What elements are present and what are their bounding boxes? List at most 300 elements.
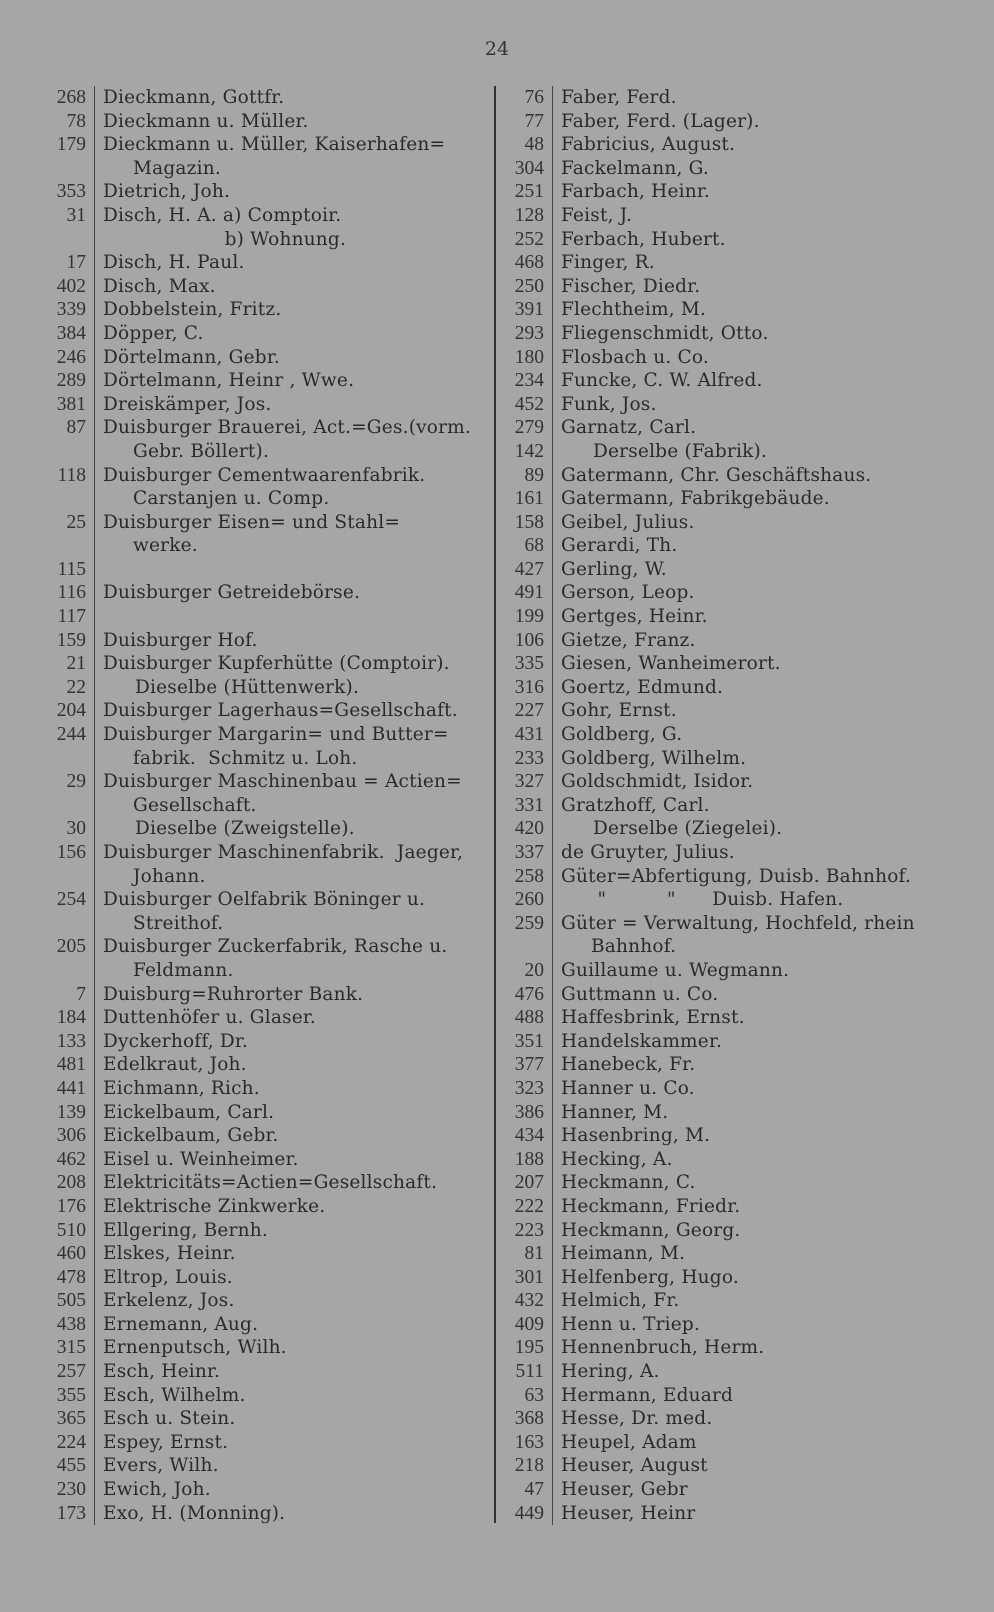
right-column <box>494 86 954 1525</box>
entry-number: 468 <box>494 251 553 275</box>
entry-number: 449 <box>494 1502 553 1526</box>
directory-entry <box>40 369 490 393</box>
entry-name: Garnatz, Carl. <box>561 417 697 439</box>
entry-name: Geibel, Julius. <box>561 511 695 533</box>
entry-number: 481 <box>40 1053 95 1077</box>
entry-name: Hanner, M. <box>561 1101 669 1123</box>
directory-entry <box>40 204 490 228</box>
entry-number: 327 <box>494 770 553 794</box>
entry-number: 353 <box>40 180 95 204</box>
entry-number: 462 <box>40 1148 95 1172</box>
entry-name <box>95 558 490 582</box>
directory-entry <box>494 1384 954 1408</box>
entry-number: 252 <box>494 228 553 252</box>
directory-entry <box>494 275 954 299</box>
entry-name: Gerson, Leop. <box>561 582 695 604</box>
entry-number: 142 <box>494 440 553 464</box>
directory-entry <box>494 511 954 535</box>
entry-name: Carstanjen u. Comp. <box>133 488 330 510</box>
directory-entry <box>494 841 954 865</box>
entry-number: 207 <box>494 1171 553 1195</box>
directory-entry <box>40 1336 490 1360</box>
entry-name: Dieckmann u. Müller, Kaiserhafen= <box>103 134 446 156</box>
directory-entry <box>40 511 490 535</box>
entry-number: 505 <box>40 1289 95 1313</box>
directory-entry <box>494 1360 954 1384</box>
directory-entry <box>40 983 490 1007</box>
directory-entry <box>40 1195 490 1219</box>
directory-entry <box>494 1101 954 1125</box>
directory-entry <box>40 723 490 747</box>
directory-entry <box>40 1124 490 1148</box>
entry-number <box>40 747 95 771</box>
entry-name: Disch, H. Paul. <box>103 252 245 274</box>
entry-number: 368 <box>494 1407 553 1431</box>
entry-number: 258 <box>494 865 553 889</box>
entry-name: Heckmann, C. <box>561 1172 696 1194</box>
entry-name: Guillaume u. Wegmann. <box>561 959 790 981</box>
entry-number: 199 <box>494 605 553 629</box>
entry-number: 20 <box>494 959 553 983</box>
entry-number: 488 <box>494 1006 553 1030</box>
entry-name: Gerardi, Th. <box>561 535 678 557</box>
entry-number <box>40 440 95 464</box>
directory-entry <box>494 416 954 440</box>
entry-name: Gatermann, Fabrikgebäude. <box>561 488 830 510</box>
entry-name: Güter=Abfertigung, Duisb. Bahnhof. <box>561 865 912 887</box>
entry-number: 293 <box>494 322 553 346</box>
entry-name: Duttenhöfer u. Glaser. <box>103 1007 316 1029</box>
entry-number: 161 <box>494 487 553 511</box>
entry-number: 491 <box>494 581 553 605</box>
directory-entry <box>494 888 954 912</box>
entry-number: 268 <box>40 86 95 110</box>
entry-number: 279 <box>494 416 553 440</box>
entry-name: Hanebeck, Fr. <box>561 1054 696 1076</box>
entry-number: 89 <box>494 464 553 488</box>
entry-number: 511 <box>494 1360 553 1384</box>
entry-name: Eickelbaum, Carl. <box>103 1101 275 1123</box>
entry-number: 204 <box>40 699 95 723</box>
entry-number: 391 <box>494 298 553 322</box>
entry-number: 139 <box>40 1101 95 1125</box>
entry-number: 250 <box>494 275 553 299</box>
entry-name: Heckmann, Friedr. <box>561 1195 741 1217</box>
entry-number: 306 <box>40 1124 95 1148</box>
directory-entry <box>40 747 490 771</box>
entry-name: Hesse, Dr. med. <box>561 1408 713 1430</box>
directory-entry <box>40 487 490 511</box>
directory-entry <box>40 133 490 157</box>
entry-number: 208 <box>40 1171 95 1195</box>
entry-name: Dieselbe (Hüttenwerk). <box>135 676 360 698</box>
directory-entry <box>40 1006 490 1030</box>
directory-entry <box>40 935 490 959</box>
directory-entry <box>494 699 954 723</box>
entry-number: 227 <box>494 699 553 723</box>
entry-number: 246 <box>40 346 95 370</box>
entry-number <box>40 794 95 818</box>
entry-name: Dieselbe (Zweigstelle). <box>135 818 355 840</box>
directory-entry <box>494 1454 954 1478</box>
entry-name: Finger, R. <box>561 252 655 274</box>
entry-number: 230 <box>40 1478 95 1502</box>
entry-number <box>40 912 95 936</box>
entry-name: Farbach, Heinr. <box>561 181 710 203</box>
entry-name: Streithof. <box>133 912 224 934</box>
directory-entry <box>494 1478 954 1502</box>
directory-entry <box>494 298 954 322</box>
entry-number: 133 <box>40 1030 95 1054</box>
entry-name: Magazin. <box>133 157 221 179</box>
directory-entry <box>40 1502 490 1526</box>
entry-name: Duisburger Eisen= und Stahl= <box>103 511 401 533</box>
entry-name: Dobbelstein, Fritz. <box>103 299 282 321</box>
entry-name: Hanner u. Co. <box>561 1077 695 1099</box>
directory-entry <box>494 794 954 818</box>
entry-name: Evers, Wilh. <box>103 1455 219 1477</box>
entry-name: Eichmann, Rich. <box>103 1077 260 1099</box>
entry-number: 22 <box>40 676 95 700</box>
entry-number: 289 <box>40 369 95 393</box>
directory-entry <box>494 865 954 889</box>
directory-entry <box>494 652 954 676</box>
entry-number: 158 <box>494 511 553 535</box>
entry-number: 78 <box>40 110 95 134</box>
directory-entry <box>40 770 490 794</box>
entry-number: 455 <box>40 1454 95 1478</box>
entry-name: Ernemann, Aug. <box>103 1313 259 1335</box>
entry-name: Exo, H. (Monning). <box>103 1502 286 1524</box>
directory-entry <box>494 1030 954 1054</box>
directory-entry <box>40 1171 490 1195</box>
entry-name: Eltrop, Louis. <box>103 1266 233 1288</box>
entry-name: Ellgering, Bernh. <box>103 1219 268 1241</box>
entry-number: 159 <box>40 629 95 653</box>
directory-entry <box>494 1124 954 1148</box>
entry-number: 432 <box>494 1289 553 1313</box>
directory-entry <box>494 817 954 841</box>
entry-name: Helmich, Fr. <box>561 1290 680 1312</box>
entry-number: 21 <box>40 652 95 676</box>
entry-name: Duisburger Kupferhütte (Comptoir). <box>103 653 450 675</box>
left-column <box>40 86 490 1525</box>
entry-name: Duisburger Oelfabrik Böninger u. <box>103 889 426 911</box>
entry-name: Hering, A. <box>561 1361 660 1383</box>
directory-entry <box>40 699 490 723</box>
directory-entry <box>40 393 490 417</box>
entry-number: 438 <box>40 1313 95 1337</box>
directory-entry <box>40 817 490 841</box>
entry-name: Elektrische Zinkwerke. <box>103 1195 326 1217</box>
directory-entry <box>40 1384 490 1408</box>
entry-name: Duisburger Hof. <box>103 629 258 651</box>
entry-name: fabrik. Schmitz u. Loh. <box>133 747 358 769</box>
entry-name: Duisburger Cementwaarenfabrik. <box>103 464 426 486</box>
entry-name: Güter = Verwaltung, Hochfeld, rhein <box>561 912 915 934</box>
entry-name: Fackelmann, G. <box>561 157 710 179</box>
directory-entry <box>40 605 490 629</box>
entry-number <box>40 487 95 511</box>
directory-entry <box>494 133 954 157</box>
entry-name: Dyckerhoff, Dr. <box>103 1030 249 1052</box>
entry-number: 17 <box>40 251 95 275</box>
entry-name: Edelkraut, Joh. <box>103 1054 247 1076</box>
directory-entry <box>494 1289 954 1313</box>
directory-entry <box>494 393 954 417</box>
entry-name <box>95 605 490 629</box>
entry-name: Espey, Ernst. <box>103 1431 229 1453</box>
directory-entry <box>494 1431 954 1455</box>
entry-name: Dörtelmann, Heinr , Wwe. <box>103 370 355 392</box>
directory-entry <box>40 322 490 346</box>
entry-name: Heckmann, Georg. <box>561 1219 741 1241</box>
entry-name: Esch, Wilhelm. <box>103 1384 246 1406</box>
directory-entry <box>40 180 490 204</box>
directory-entry <box>494 1148 954 1172</box>
directory-entry <box>40 888 490 912</box>
directory-entry <box>494 747 954 771</box>
entry-number: 68 <box>494 534 553 558</box>
directory-entry <box>494 1006 954 1030</box>
entry-name: Hasenbring, M. <box>561 1125 711 1147</box>
entry-number: 81 <box>494 1242 553 1266</box>
entry-number: 184 <box>40 1006 95 1030</box>
entry-number: 244 <box>40 723 95 747</box>
entry-name: b) Wohnung. <box>103 228 347 250</box>
entry-name: Feldmann. <box>133 959 234 981</box>
entry-number: 304 <box>494 157 553 181</box>
entry-name: Flechtheim, M. <box>561 299 707 321</box>
entry-name: Faber, Ferd. <box>561 87 677 108</box>
directory-entry <box>494 180 954 204</box>
directory-entry <box>494 912 954 936</box>
entry-number: 156 <box>40 841 95 865</box>
entry-number: 315 <box>40 1336 95 1360</box>
entry-number: 106 <box>494 629 553 653</box>
directory-entry <box>494 1407 954 1431</box>
entry-name: Hennenbruch, Herm. <box>561 1337 765 1359</box>
entry-number: 29 <box>40 770 95 794</box>
entry-number: 179 <box>40 133 95 157</box>
entry-number: 476 <box>494 983 553 1007</box>
entry-number: 254 <box>40 888 95 912</box>
entry-number: 478 <box>40 1266 95 1290</box>
entry-name: Dreiskämper, Jos. <box>103 393 272 415</box>
directory-entry <box>40 1266 490 1290</box>
entry-number <box>494 935 553 959</box>
entry-name: Duisburger Maschinenfabrik. Jaeger, <box>103 842 464 863</box>
directory-entry <box>40 1431 490 1455</box>
directory-entry <box>494 204 954 228</box>
entry-number: 25 <box>40 511 95 535</box>
directory-entry <box>40 1454 490 1478</box>
entry-name: Heuser, August <box>561 1455 708 1477</box>
entry-name: Fliegenschmidt, Otto. <box>561 322 769 344</box>
directory-entry <box>40 676 490 700</box>
entry-number: 7 <box>40 983 95 1007</box>
entry-number: 76 <box>494 86 553 110</box>
entry-number: 63 <box>494 1384 553 1408</box>
entry-number: 116 <box>40 581 95 605</box>
entry-name: Esch, Heinr. <box>103 1361 221 1383</box>
entry-number: 222 <box>494 1195 553 1219</box>
directory-entry <box>40 1101 490 1125</box>
directory-entry <box>494 629 954 653</box>
entry-number: 351 <box>494 1030 553 1054</box>
entry-number: 223 <box>494 1219 553 1243</box>
entry-name: Duisburger Lagerhaus=Gesellschaft. <box>103 700 458 722</box>
entry-number <box>40 959 95 983</box>
entry-name: Gesellschaft. <box>133 794 257 816</box>
directory-entry <box>40 251 490 275</box>
entry-number: 224 <box>40 1431 95 1455</box>
entry-name: Derselbe (Fabrik). <box>593 440 767 462</box>
directory-entry <box>40 1077 490 1101</box>
entry-name: Duisburg=Ruhrorter Bank. <box>103 983 364 1005</box>
directory-entry <box>494 157 954 181</box>
entry-number: 257 <box>40 1360 95 1384</box>
entry-number: 420 <box>494 817 553 841</box>
entry-number: 117 <box>40 605 95 629</box>
entry-number: 205 <box>40 935 95 959</box>
entry-number: 441 <box>40 1077 95 1101</box>
entry-name: Ewich, Joh. <box>103 1479 211 1501</box>
entry-name: Ferbach, Hubert. <box>561 228 726 250</box>
directory-entry <box>494 959 954 983</box>
entry-number: 365 <box>40 1407 95 1431</box>
directory-entry <box>494 322 954 346</box>
entry-name: Gatermann, Chr. Geschäftshaus. <box>561 464 872 486</box>
entry-number: 384 <box>40 322 95 346</box>
entry-name: Goldschmidt, Isidor. <box>561 771 754 793</box>
directory-entry <box>40 440 490 464</box>
entry-number: 337 <box>494 841 553 865</box>
entry-number: 115 <box>40 558 95 582</box>
directory-entry <box>40 794 490 818</box>
entry-name: Derselbe (Ziegelei). <box>593 818 783 840</box>
entry-name: Goertz, Edmund. <box>561 676 724 698</box>
entry-name: Dieckmann u. Müller. <box>103 110 309 132</box>
directory-entry <box>494 558 954 582</box>
entry-name: Eickelbaum, Gebr. <box>103 1125 279 1147</box>
entry-name: de Gruyter, Julius. <box>561 842 735 863</box>
directory-entry <box>494 86 954 110</box>
entry-number: 260 <box>494 888 553 912</box>
directory-entry <box>40 1289 490 1313</box>
directory-entry <box>494 581 954 605</box>
entry-number: 31 <box>40 204 95 228</box>
entry-name: Hermann, Eduard <box>561 1384 734 1406</box>
entry-name: Gerling, W. <box>561 558 667 580</box>
entry-number: 381 <box>40 393 95 417</box>
directory-entry <box>494 110 954 134</box>
entry-name: Duisburger Getreidebörse. <box>103 582 361 604</box>
directory-entry <box>494 605 954 629</box>
entry-number: 316 <box>494 676 553 700</box>
entry-name: Handelskammer. <box>561 1030 723 1052</box>
directory-entry <box>40 298 490 322</box>
entry-number: 335 <box>494 652 553 676</box>
directory-entry <box>40 1219 490 1243</box>
directory-entry <box>40 275 490 299</box>
entry-name: Disch, H. A. a) Comptoir. <box>103 204 342 226</box>
directory-entry <box>40 110 490 134</box>
entry-name: Heupel, Adam <box>561 1431 697 1453</box>
entry-number: 386 <box>494 1101 553 1125</box>
directory-entry <box>40 416 490 440</box>
entry-number: 118 <box>40 464 95 488</box>
entry-number: 355 <box>40 1384 95 1408</box>
entry-name: Feist, J. <box>561 204 633 226</box>
entry-name: " " Duisb. Hafen. <box>561 889 844 911</box>
directory-entry <box>40 464 490 488</box>
entry-name: Gebr. Böllert). <box>133 440 270 462</box>
entry-number: 218 <box>494 1454 553 1478</box>
entry-name: Faber, Ferd. (Lager). <box>561 110 760 132</box>
directory-entry <box>40 652 490 676</box>
directory-entry <box>40 558 490 582</box>
directory-entry <box>494 487 954 511</box>
entry-number: 87 <box>40 416 95 440</box>
entry-number: 233 <box>494 747 553 771</box>
entry-number: 301 <box>494 1266 553 1290</box>
entry-name: Ernenputsch, Wilh. <box>103 1337 287 1359</box>
directory-entry <box>494 1219 954 1243</box>
entry-number: 377 <box>494 1053 553 1077</box>
directory-entry <box>494 1171 954 1195</box>
directory-entry <box>494 1077 954 1101</box>
directory-entry <box>40 581 490 605</box>
directory-entry <box>40 1360 490 1384</box>
entry-number: 331 <box>494 794 553 818</box>
entry-number: 427 <box>494 558 553 582</box>
directory-entry <box>40 228 490 252</box>
entry-name: Dietrich, Joh. <box>103 181 231 203</box>
directory-entry <box>40 959 490 983</box>
entry-name: Fischer, Diedr. <box>561 275 701 297</box>
directory-entry <box>494 1053 954 1077</box>
entry-number: 163 <box>494 1431 553 1455</box>
entry-number: 180 <box>494 346 553 370</box>
entry-number: 234 <box>494 369 553 393</box>
entry-number: 339 <box>40 298 95 322</box>
entry-name: Gratzhoff, Carl. <box>561 794 710 816</box>
directory-entry <box>494 228 954 252</box>
entry-number: 510 <box>40 1219 95 1243</box>
entry-name: Duisburger Margarin= und Butter= <box>103 724 449 746</box>
directory-entry <box>40 841 490 865</box>
entry-name: Esch u. Stein. <box>103 1408 236 1430</box>
directory-entry <box>40 1030 490 1054</box>
directory-entry <box>40 534 490 558</box>
directory-entry <box>40 1053 490 1077</box>
entry-number: 47 <box>494 1478 553 1502</box>
entry-number: 251 <box>494 180 553 204</box>
entry-name: Döpper, C. <box>103 322 204 344</box>
entry-number: 434 <box>494 1124 553 1148</box>
directory-entry <box>494 464 954 488</box>
entry-number: 176 <box>40 1195 95 1219</box>
directory-entry <box>494 983 954 1007</box>
directory-entry <box>494 251 954 275</box>
entry-number: 195 <box>494 1336 553 1360</box>
directory-entry <box>494 440 954 464</box>
entry-number: 431 <box>494 723 553 747</box>
entry-number: 402 <box>40 275 95 299</box>
entry-name: Gietze, Franz. <box>561 629 696 651</box>
entry-name: Goldberg, Wilhelm. <box>561 747 747 769</box>
